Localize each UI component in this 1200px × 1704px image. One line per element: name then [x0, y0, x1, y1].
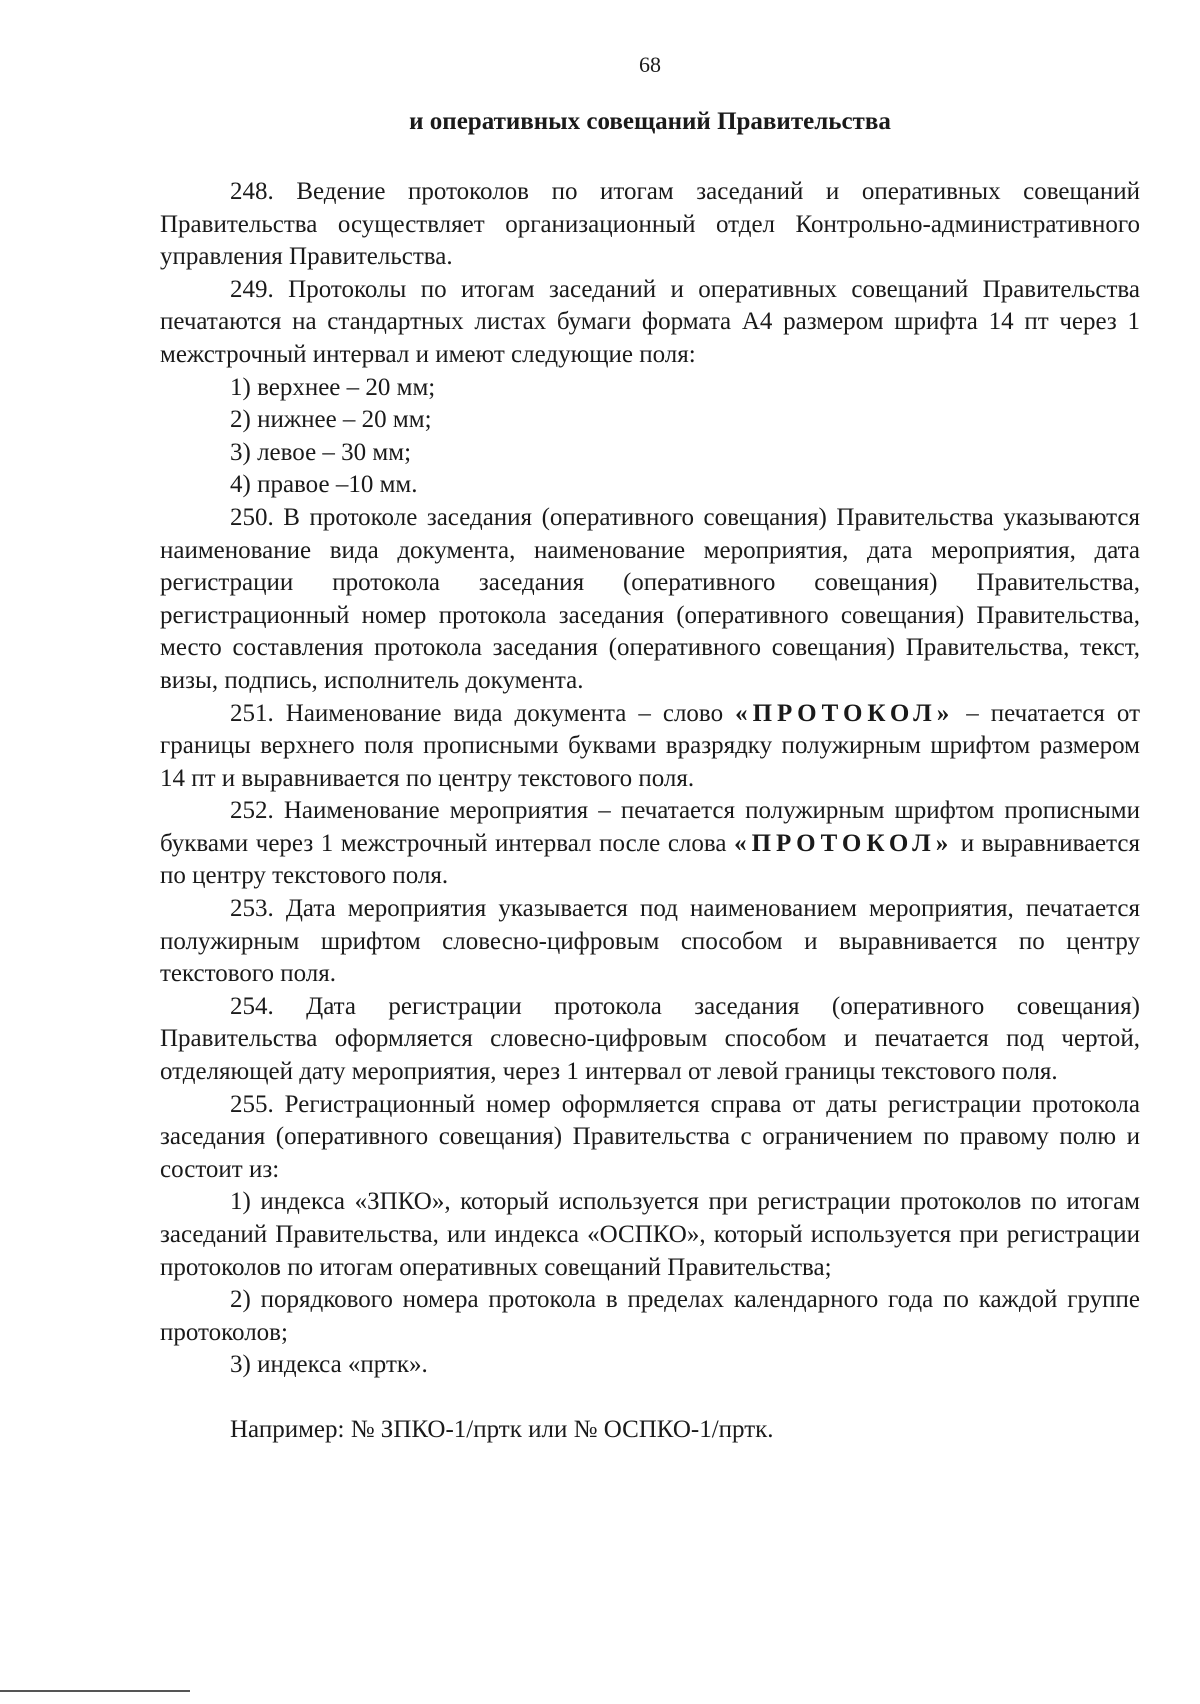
scan-edge-line [0, 1690, 190, 1692]
protocol-word: «ПРОТОКОЛ» [734, 829, 954, 857]
example-line: Например: № ЗПКО-1/пртк или № ОСПКО-1/пртк. [230, 1415, 774, 1443]
component-item-number: 2) порядкового номера протокола в пределах календарного года по каждой группе протоколов; [160, 1286, 1140, 1346]
protocol-word: «ПРОТОКОЛ» [735, 699, 955, 727]
paragraph-251-start: 251. Наименование вида документа – слово [230, 699, 736, 727]
paragraph-255: 255. Регистрационный номер оформляется справа от даты регистрации протокола заседания (оперативного совещания) Правительства с ограничением по правому полю и состоит из: [160, 1090, 1140, 1183]
paragraph-252 [160, 795, 1140, 893]
paragraph-252-end: и выравнивается по центру текстового поля. [160, 829, 1140, 890]
field-item-right: 4) правое –10 мм. [230, 471, 418, 499]
paragraph-251 [160, 698, 1140, 796]
component-item-suffix: 3) индекса «пртк». [230, 1351, 428, 1379]
field-item-bottom: 2) нижнее – 20 мм; [230, 406, 432, 434]
paragraph-253: 253. Дата мероприятия указывается под наименованием мероприятия, печатается полужирным шрифтом словесно-цифровым способом и выравнивается по центру текстового поля. [160, 895, 1140, 988]
document-body [160, 176, 1140, 1447]
section-title: и оперативных совещаний Правительства [409, 108, 891, 135]
paragraph-250: 250. В протоколе заседания (оперативного совещания) Правительства указываются наименование вида документа, наименование мероприятия, дата мероприятия, дата регистрации протокола заседания (оперативного совещания) Правительства, регистрационный номер протокола заседания (оперативного совещания) Правительства, место составления протокола заседания (оперативного совещания) Правительства, текст, визы, подпись, исполнитель документа. [160, 503, 1140, 694]
field-item-top: 1) верхнее – 20 мм; [230, 373, 436, 401]
paragraph-251-end: – печатается от границы верхнего поля прописными буквами вразрядку полужирным шрифтом размером 14 пт и выравнивается по центру текстового поля. [160, 699, 1140, 792]
component-item-index: 1) индекса «ЗПКО», который используется при регистрации протоколов по итогам заседаний Правительства, или индекса «ОСПКО», который используется при регистрации протоколов по итогам оперативных совещаний Правительства; [160, 1188, 1140, 1281]
paragraph-252-start: 252. Наименование мероприятия – печатается полужирным шрифтом прописными буквами через 1 межстрочный интервал после слова [160, 797, 1140, 857]
field-item-left: 3) левое – 30 мм; [230, 438, 412, 466]
paragraph-254: 254. Дата регистрации протокола заседания (оперативного совещания) Правительства оформляется словесно-цифровым способом и печатается под чертой, отделяющей дату мероприятия, через 1 интервал от левой границы текстового поля. [160, 992, 1140, 1086]
page-number: 68 [639, 52, 661, 77]
paragraph-249: 249. Протоколы по итогам заседаний и оперативных совещаний Правительства печатаются на стандартных листах бумаги формата А4 размером шрифта 14 пт через 1 межстрочный интервал и имеют следующие поля: [160, 275, 1140, 368]
paragraph-248: 248. Ведение протоколов по итогам заседаний и оперативных совещаний Правительства осуществляет организационный отдел Контрольно-административного управления Правительства. [160, 178, 1140, 271]
